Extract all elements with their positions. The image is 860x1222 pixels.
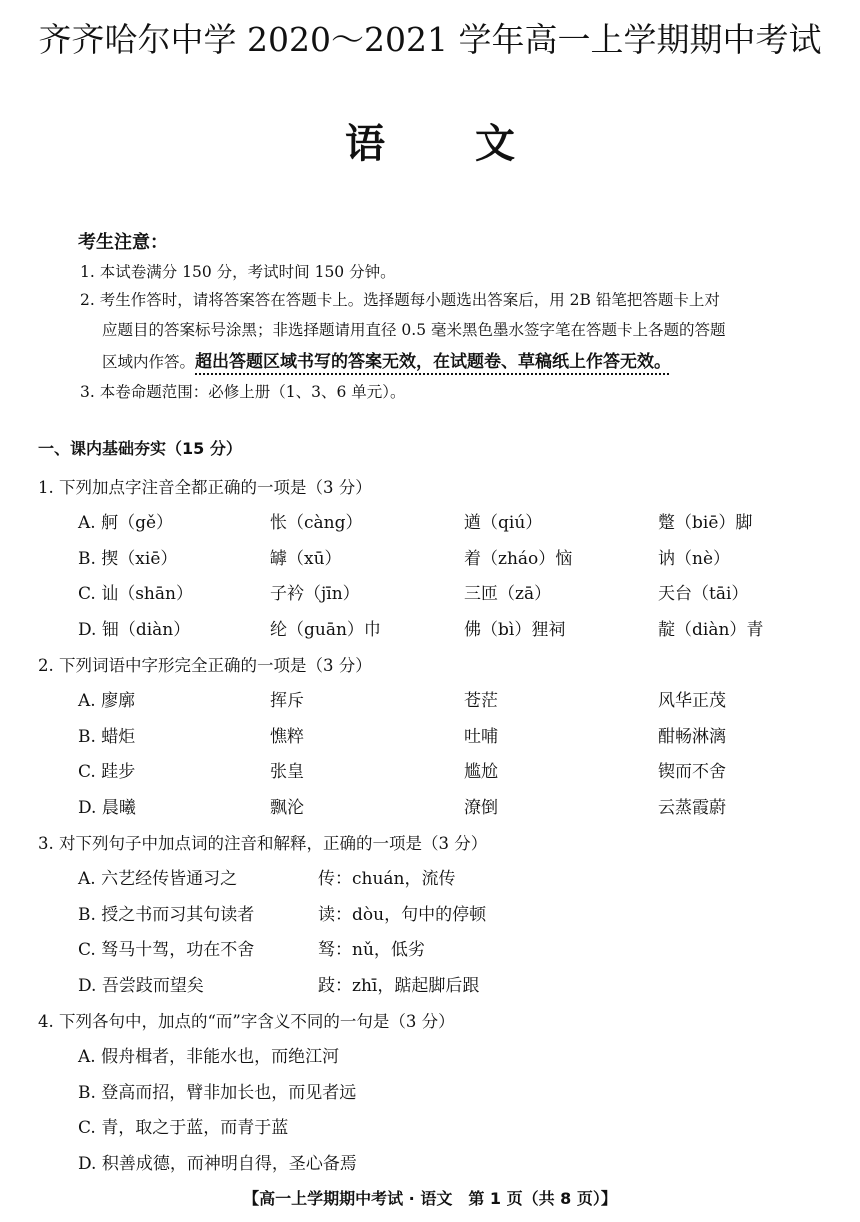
option-cell: 苍茫 bbox=[464, 691, 498, 711]
option-cell: 天台（tāi） bbox=[658, 584, 749, 604]
subject-char-2: 文 bbox=[475, 120, 515, 167]
option-cell: C. 讪（shān） bbox=[78, 584, 193, 604]
option-cell: 蹩（biē）脚 bbox=[658, 513, 753, 533]
option-row bbox=[0, 508, 860, 536]
option-cell: 尴尬 bbox=[464, 762, 498, 782]
option-cell: 张皇 bbox=[270, 762, 304, 782]
option-text: C. 青，取之于蓝，而青于蓝 bbox=[78, 1118, 289, 1138]
option-cell: 风华正茂 bbox=[658, 691, 726, 711]
page-footer: 【高一上学期期中考试 · 语文 第 1 页（共 8 页）】 bbox=[243, 1189, 617, 1208]
option-cell: D. 晨曦 bbox=[78, 797, 136, 818]
option-cell: 吐哺 bbox=[464, 726, 498, 747]
option-row bbox=[0, 722, 860, 750]
subject-char-1: 语 bbox=[345, 120, 385, 167]
option-cell: 纶（guān）巾 bbox=[270, 619, 381, 640]
option-text: A. 假舟楫者，非能水也，而绝江河 bbox=[78, 1047, 340, 1067]
option-cell: C. 跬步 bbox=[78, 762, 136, 782]
option-cell: 潦倒 bbox=[464, 797, 498, 818]
notice-item-2-line-2: 应题目的答案标号涂黑；非选择题请用直径 0.5 毫米黑色墨水签字笔在答题卡上各题的答题 bbox=[102, 321, 726, 339]
option-cell: 传：chuán，流传 bbox=[318, 869, 456, 889]
option-row bbox=[0, 579, 860, 607]
option-cell: B. 揳（xiē） bbox=[78, 548, 178, 569]
option-row bbox=[0, 935, 860, 963]
option-cell: 读：dòu，句中的停顿 bbox=[318, 904, 487, 925]
option-cell: 子衿（jīn） bbox=[270, 584, 360, 604]
section-heading: 一、课内基础夯实（15 分） bbox=[38, 439, 242, 458]
option-row bbox=[0, 900, 860, 928]
option-cell: 飘沦 bbox=[270, 797, 304, 818]
option-row bbox=[0, 1149, 860, 1177]
option-cell: 挥斥 bbox=[270, 691, 304, 711]
question-4-stem: 4. 下列各句中，加点的“而”字含义不同的一句是（3 分） bbox=[38, 1012, 455, 1031]
option-text: B. 登高而招，臂非加长也，而见者远 bbox=[78, 1082, 357, 1103]
option-cell: A. 舸（gě） bbox=[78, 513, 174, 533]
notice-item-2-text: 区域内作答。 bbox=[102, 353, 196, 371]
option-row bbox=[0, 1042, 860, 1070]
option-cell: 酣畅淋漓 bbox=[658, 726, 726, 747]
option-cell: 着（zháo）恼 bbox=[464, 548, 573, 569]
question-1-stem: 1. 下列加点字注音全都正确的一项是（3 分） bbox=[38, 478, 372, 497]
option-cell: 跂：zhī，踮起脚后跟 bbox=[318, 975, 480, 996]
option-row bbox=[0, 615, 860, 643]
option-row bbox=[0, 544, 860, 572]
option-cell: D. 钿（diàn） bbox=[78, 619, 191, 640]
option-row bbox=[0, 971, 860, 999]
subject-heading bbox=[0, 112, 860, 169]
notice-item-2-line-1: 2. 考生作答时，请将答案答在答题卡上。选择题每小题选出答案后，用 2B 铅笔把答题卡上对 bbox=[80, 291, 720, 309]
option-row bbox=[0, 757, 860, 785]
notice-heading: 考生注意： bbox=[78, 232, 168, 253]
option-cell: 三匝（zā） bbox=[464, 584, 552, 604]
question-3-stem: 3. 对下列句子中加点词的注音和解释，正确的一项是（3 分） bbox=[38, 834, 488, 853]
option-cell: 罅（xū） bbox=[270, 548, 342, 569]
exam-title: 齐齐哈尔中学 2020～2021 学年高一上学期期中考试 bbox=[38, 20, 822, 59]
notice-item-3: 3. 本卷命题范围：必修上册（1、3、6 单元）。 bbox=[80, 383, 406, 401]
option-cell: C. 驽马十驾，功在不舍 bbox=[78, 940, 255, 960]
option-row bbox=[0, 1113, 860, 1141]
option-cell: 云蒸霞蔚 bbox=[658, 797, 726, 818]
option-text: D. 积善成德，而神明自得，圣心备焉 bbox=[78, 1153, 357, 1174]
option-cell: 遒（qiú） bbox=[464, 513, 543, 533]
option-cell: 憔粹 bbox=[270, 726, 304, 747]
question-2-stem: 2. 下列词语中字形完全正确的一项是（3 分） bbox=[38, 656, 372, 675]
option-row bbox=[0, 686, 860, 714]
option-cell: A. 廖廓 bbox=[78, 691, 136, 711]
option-row bbox=[0, 793, 860, 821]
option-cell: B. 蜡炬 bbox=[78, 726, 136, 747]
option-cell: A. 六艺经传皆通习之 bbox=[78, 869, 238, 889]
option-cell: 怅（càng） bbox=[270, 513, 363, 533]
option-row bbox=[0, 1078, 860, 1106]
notice-item-1: 1. 本试卷满分 150 分，考试时间 150 分钟。 bbox=[80, 263, 396, 281]
option-cell: 讷（nè） bbox=[658, 548, 731, 569]
option-cell: 靛（diàn）青 bbox=[658, 619, 764, 640]
option-cell: D. 吾尝跂而望矣 bbox=[78, 975, 204, 996]
option-cell: 驽：nǔ，低劣 bbox=[318, 940, 425, 960]
option-cell: 锲而不舍 bbox=[658, 762, 726, 782]
option-row bbox=[0, 864, 860, 892]
notice-item-2-line-3 bbox=[102, 347, 671, 372]
notice-warning: 超出答题区域书写的答案无效，在试题卷、草稿纸上作答无效。 bbox=[195, 352, 672, 372]
option-cell: 佛（bì）狸祠 bbox=[464, 619, 566, 640]
option-cell: B. 授之书而习其句读者 bbox=[78, 904, 255, 925]
